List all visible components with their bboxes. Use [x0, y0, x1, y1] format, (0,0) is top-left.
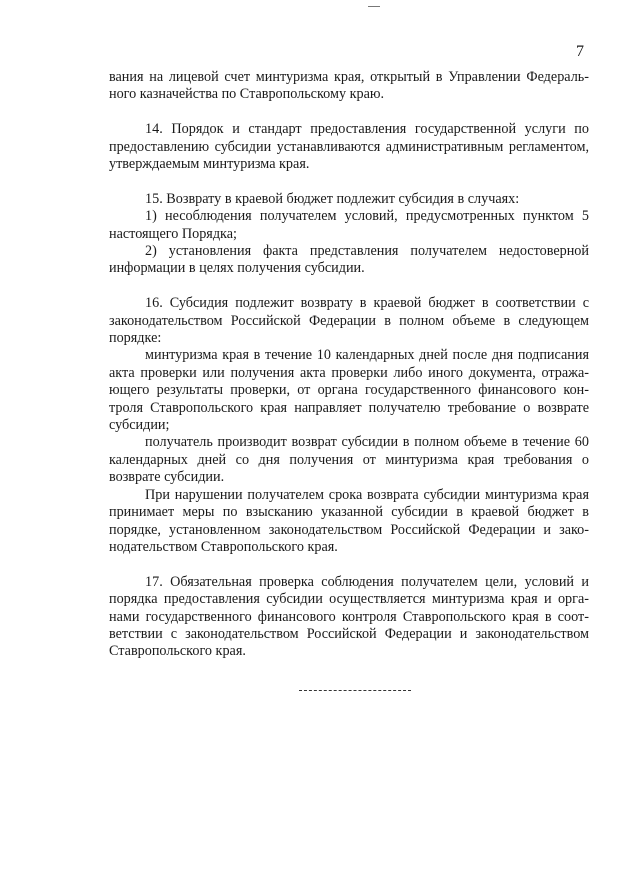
paragraph-16: 16. Субсидия подлежит возврату в краевой бюджет в соответствии с законодательством Российской Федерации в полном объеме в следующем порядке: — [109, 295, 589, 347]
end-of-document-rule — [299, 690, 411, 691]
paragraph-15-item-1: 1) несоблюдения получателем условий, предусмотренных пунктом 5 настоящего Порядка; — [109, 208, 589, 242]
scan-mark — [368, 6, 380, 7]
paragraph-15: 15. Возврату в краевой бюджет подлежит субсидия в случаях: — [145, 190, 520, 207]
paragraph-16-step-1: минтуризма края в течение 10 календарных дней после дня подписания акта проверки или получения акта проверки либо иного документа, отражающего результаты проверки, от органа государственного финансового контроля Ставропольского края направляет получателю требование о возврате субсидии; — [109, 347, 589, 434]
paragraph-gap — [109, 556, 589, 573]
paragraph-15-item-2: 2) установления факта представления получателем недостоверной информации в целях получения субсидии. — [109, 243, 589, 277]
paragraph-14: 14. Порядок и стандарт предоставления государственной услуги по предоставлению субсидии устанавливаются административным регламентом, утверждаемым минтуризма края. — [109, 121, 589, 173]
paragraph-continuation: вания на лицевой счет минтуризма края, открытый в Управлении Федерального казначейства по Ставропольскому краю. — [109, 69, 589, 103]
paragraph-17: 17. Обязательная проверка соблюдения получателем цели, условий и порядка предоставления субсидии осуществляется минтуризма края и органами государственного финансового контроля Ставропольского края в соответствии с законодательством Российской Федерации и законодательством Ставропольского края. — [109, 573, 589, 660]
paragraph-gap — [109, 278, 589, 295]
paragraph-16-enforcement: При нарушении получателем срока возврата субсидии минтуризма края принимает меры по взысканию указанной субсидии в краевой бюджет в порядке, установленном законодательством Российской Федерации и законодательством Ставропольского края. — [109, 486, 589, 555]
paragraph-gap — [109, 104, 589, 121]
paragraph-16-step-2: получатель производит возврат субсидии в полном объеме в течение 60 календарных дней со дня получения от минтуризма края требования о возврате субсидии. — [109, 434, 589, 486]
document-body — [109, 69, 589, 661]
paragraph-gap — [109, 173, 589, 190]
page-number: 7 — [576, 43, 584, 60]
